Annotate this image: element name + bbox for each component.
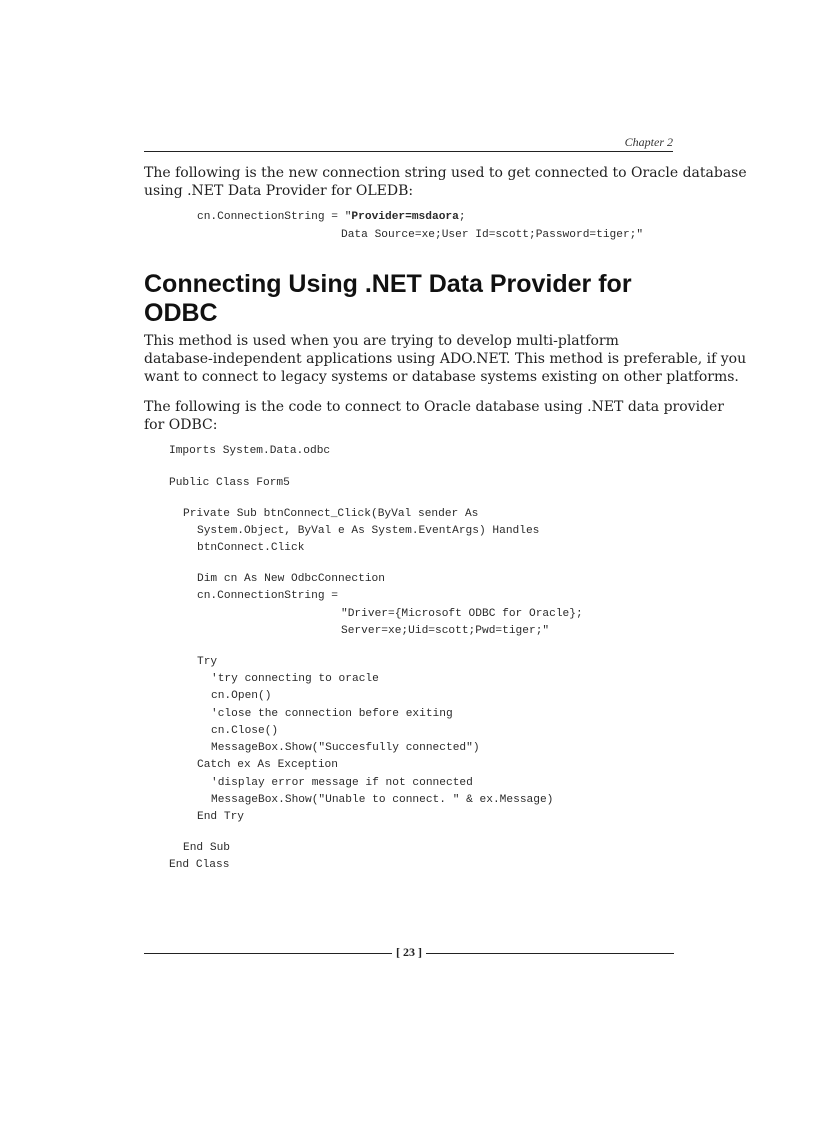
code-close: cn.Close()	[211, 725, 279, 737]
code-end-class: End Class	[169, 859, 230, 871]
code-sub-decl-3: btnConnect.Click	[197, 542, 305, 554]
code-sub-decl-2: System.Object, ByVal e As System.EventArgs) Handles	[197, 525, 540, 537]
oledb-code-line-2: Data Source=xe;User Id=scott;Password=tiger;"	[341, 229, 644, 241]
method-line-2: database-independent applications using ADO.NET. This method is preferable, if you	[144, 351, 747, 367]
code-try: Try	[197, 656, 218, 668]
method-line-1: This method is used when you are trying to develop multi-platform	[144, 333, 619, 349]
code-dim: Dim cn As New OdbcConnection	[197, 573, 385, 585]
intro-paragraph	[144, 164, 747, 200]
code-open: cn.Open()	[211, 690, 272, 702]
code-comment-2: 'close the connection before exiting	[211, 708, 453, 720]
code-comment-1: 'try connecting to oracle	[211, 673, 379, 685]
code-server: Server=xe;Uid=scott;Pwd=tiger;"	[341, 625, 550, 637]
page-number: [ 23 ]	[396, 945, 422, 959]
code-msg-ok: MessageBox.Show("Succesfully connected")	[211, 742, 480, 754]
code-text: cn.ConnectionString = "	[197, 211, 352, 223]
code-connstr: cn.ConnectionString =	[197, 590, 338, 602]
odbc-intro-paragraph	[144, 398, 724, 434]
code-text-bold: Provider=msdaora	[351, 211, 459, 223]
code-class-decl: Public Class Form5	[169, 477, 290, 489]
code-msg-err: MessageBox.Show("Unable to connect. " & ex.Message)	[211, 794, 554, 806]
code-end-try: End Try	[197, 811, 244, 823]
intro-line-1: The following is the new connection string used to get connected to Oracle database	[144, 165, 747, 181]
intro-line-2: using .NET Data Provider for OLEDB:	[144, 183, 414, 199]
chapter-label: Chapter 2	[624, 135, 673, 149]
header-rule	[144, 151, 673, 152]
heading-line-2: ODBC	[144, 299, 218, 327]
odbc-intro-line-2: for ODBC:	[144, 417, 218, 433]
method-paragraph	[144, 332, 747, 386]
code-text: ;	[458, 211, 466, 223]
code-comment-3: 'display error message if not connected	[211, 777, 473, 789]
odbc-intro-line-1: The following is the code to connect to Oracle database using .NET data provider	[144, 399, 724, 415]
heading-line-1: Connecting Using .NET Data Provider for	[144, 270, 632, 298]
code-catch: Catch ex As Exception	[197, 759, 338, 771]
footer-rule-left	[144, 953, 392, 954]
code-driver: "Driver={Microsoft ODBC for Oracle};	[341, 608, 583, 620]
code-end-sub: End Sub	[183, 842, 230, 854]
oledb-code-line-1	[197, 211, 466, 223]
code-imports: Imports System.Data.odbc	[169, 445, 331, 457]
code-sub-decl-1: Private Sub btnConnect_Click(ByVal sender As	[183, 508, 479, 520]
method-line-3: want to connect to legacy systems or database systems existing on other platforms.	[144, 369, 739, 385]
footer-rule-right	[426, 953, 674, 954]
section-heading	[144, 270, 674, 328]
